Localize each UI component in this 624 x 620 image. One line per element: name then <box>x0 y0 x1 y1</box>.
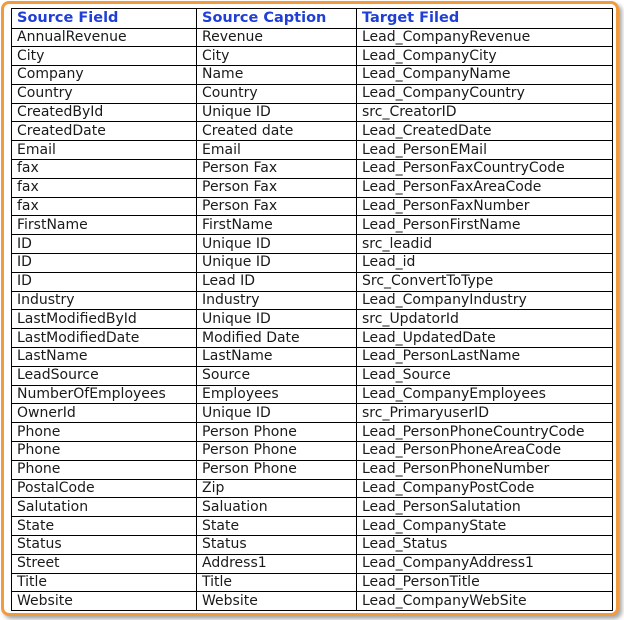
source-field-cell: CreatedById <box>12 103 197 122</box>
target-field-cell: Lead_CompanyCity <box>357 47 613 66</box>
table-row <box>12 235 613 254</box>
source-field-cell: ID <box>12 272 197 291</box>
table-row <box>12 404 613 423</box>
source-field-cell: fax <box>12 160 197 179</box>
table-row <box>12 178 613 197</box>
source-caption-cell: Person Phone <box>197 460 357 479</box>
source-field-cell: FirstName <box>12 216 197 235</box>
source-field-cell: Salutation <box>12 498 197 517</box>
table-row <box>12 573 613 592</box>
source-caption-cell: LastName <box>197 348 357 367</box>
target-field-cell: Lead_PersonLastName <box>357 348 613 367</box>
header-target-field: Target Filed <box>357 9 613 29</box>
target-field-cell: Lead_PersonFirstName <box>357 216 613 235</box>
target-field-cell: Lead_CompanyIndustry <box>357 291 613 310</box>
target-field-cell: Lead_CompanyCountry <box>357 84 613 103</box>
table-row <box>12 423 613 442</box>
source-caption-cell: Modified Date <box>197 329 357 348</box>
table-row <box>12 141 613 160</box>
source-field-cell: OwnerId <box>12 404 197 423</box>
target-field-cell: src_CreatorID <box>357 103 613 122</box>
table-row <box>12 122 613 141</box>
source-caption-cell: City <box>197 47 357 66</box>
source-caption-cell: State <box>197 517 357 536</box>
table-row <box>12 460 613 479</box>
target-field-cell: Lead_CreatedDate <box>357 122 613 141</box>
source-field-cell: LastModifiedDate <box>12 329 197 348</box>
source-field-cell: LeadSource <box>12 366 197 385</box>
source-field-cell: Phone <box>12 442 197 461</box>
source-field-cell: LastModifiedById <box>12 310 197 329</box>
source-caption-cell: Unique ID <box>197 310 357 329</box>
source-caption-cell: Website <box>197 592 357 611</box>
table-row <box>12 536 613 555</box>
table-row <box>12 103 613 122</box>
target-field-cell: Lead_PersonPhoneCountryCode <box>357 423 613 442</box>
source-field-cell: Country <box>12 84 197 103</box>
target-field-cell: Lead_Source <box>357 366 613 385</box>
table-row <box>12 84 613 103</box>
source-caption-cell: Status <box>197 536 357 555</box>
table-row <box>12 291 613 310</box>
source-caption-cell: Address1 <box>197 554 357 573</box>
source-caption-cell: Person Fax <box>197 178 357 197</box>
target-field-cell: Lead_CompanyState <box>357 517 613 536</box>
table-row <box>12 28 613 47</box>
table-row <box>12 592 613 611</box>
target-field-cell: Lead_PersonFaxCountryCode <box>357 160 613 179</box>
source-caption-cell: Industry <box>197 291 357 310</box>
target-field-cell: Lead_PersonFaxNumber <box>357 197 613 216</box>
target-field-cell: Lead_PersonEMail <box>357 141 613 160</box>
table-row <box>12 216 613 235</box>
target-field-cell: Lead_CompanyAddress1 <box>357 554 613 573</box>
target-field-cell: Lead_CompanyEmployees <box>357 385 613 404</box>
table-frame <box>1 1 619 616</box>
source-field-cell: Email <box>12 141 197 160</box>
table-row <box>12 160 613 179</box>
source-field-cell: Website <box>12 592 197 611</box>
source-caption-cell: FirstName <box>197 216 357 235</box>
table-header <box>12 9 613 29</box>
target-field-cell: Src_ConvertToType <box>357 272 613 291</box>
source-field-cell: Industry <box>12 291 197 310</box>
table-row <box>12 442 613 461</box>
source-caption-cell: Lead ID <box>197 272 357 291</box>
source-caption-cell: Person Phone <box>197 442 357 461</box>
source-field-cell: Street <box>12 554 197 573</box>
table-row <box>12 554 613 573</box>
table-body <box>12 28 613 611</box>
target-field-cell: Lead_UpdatedDate <box>357 329 613 348</box>
header-source-field: Source Field <box>12 9 197 29</box>
source-field-cell: CreatedDate <box>12 122 197 141</box>
source-field-cell: State <box>12 517 197 536</box>
target-field-cell: Lead_CompanyPostCode <box>357 479 613 498</box>
table-row <box>12 498 613 517</box>
target-field-cell: Lead_Status <box>357 536 613 555</box>
source-field-cell: PostalCode <box>12 479 197 498</box>
table-row <box>12 479 613 498</box>
table-row <box>12 66 613 85</box>
source-caption-cell: Source <box>197 366 357 385</box>
source-caption-cell: Unique ID <box>197 235 357 254</box>
table-row <box>12 254 613 273</box>
source-field-cell: LastName <box>12 348 197 367</box>
header-source-caption: Source Caption <box>197 9 357 29</box>
source-caption-cell: Zip <box>197 479 357 498</box>
table-row <box>12 366 613 385</box>
source-caption-cell: Person Fax <box>197 160 357 179</box>
source-field-cell: City <box>12 47 197 66</box>
target-field-cell: Lead_CompanyName <box>357 66 613 85</box>
target-field-cell: src_UpdatorId <box>357 310 613 329</box>
target-field-cell: src_leadid <box>357 235 613 254</box>
source-caption-cell: Revenue <box>197 28 357 47</box>
table-row <box>12 329 613 348</box>
target-field-cell: Lead_PersonFaxAreaCode <box>357 178 613 197</box>
table-row <box>12 197 613 216</box>
source-field-cell: NumberOfEmployees <box>12 385 197 404</box>
source-field-cell: fax <box>12 197 197 216</box>
source-caption-cell: Person Phone <box>197 423 357 442</box>
target-field-cell: Lead_PersonPhoneAreaCode <box>357 442 613 461</box>
target-field-cell: Lead_PersonSalutation <box>357 498 613 517</box>
table-row <box>12 47 613 66</box>
target-field-cell: Lead_PersonTitle <box>357 573 613 592</box>
source-caption-cell: Created date <box>197 122 357 141</box>
source-caption-cell: Saluation <box>197 498 357 517</box>
source-field-cell: Phone <box>12 423 197 442</box>
source-field-cell: ID <box>12 254 197 273</box>
table-row <box>12 385 613 404</box>
field-mapping-table <box>11 8 613 611</box>
source-field-cell: Phone <box>12 460 197 479</box>
source-caption-cell: Country <box>197 84 357 103</box>
source-field-cell: Status <box>12 536 197 555</box>
source-field-cell: ID <box>12 235 197 254</box>
source-caption-cell: Employees <box>197 385 357 404</box>
source-caption-cell: Unique ID <box>197 103 357 122</box>
source-caption-cell: Unique ID <box>197 254 357 273</box>
source-field-cell: Title <box>12 573 197 592</box>
table-row <box>12 272 613 291</box>
source-caption-cell: Person Fax <box>197 197 357 216</box>
target-field-cell: Lead_id <box>357 254 613 273</box>
target-field-cell: Lead_CompanyWebSite <box>357 592 613 611</box>
source-caption-cell: Title <box>197 573 357 592</box>
source-caption-cell: Name <box>197 66 357 85</box>
table-row <box>12 348 613 367</box>
source-caption-cell: Unique ID <box>197 404 357 423</box>
target-field-cell: src_PrimaryuserID <box>357 404 613 423</box>
source-field-cell: fax <box>12 178 197 197</box>
table-row <box>12 310 613 329</box>
source-caption-cell: Email <box>197 141 357 160</box>
target-field-cell: Lead_PersonPhoneNumber <box>357 460 613 479</box>
header-row <box>12 9 613 29</box>
table-row <box>12 517 613 536</box>
target-field-cell: Lead_CompanyRevenue <box>357 28 613 47</box>
source-field-cell: AnnualRevenue <box>12 28 197 47</box>
source-field-cell: Company <box>12 66 197 85</box>
